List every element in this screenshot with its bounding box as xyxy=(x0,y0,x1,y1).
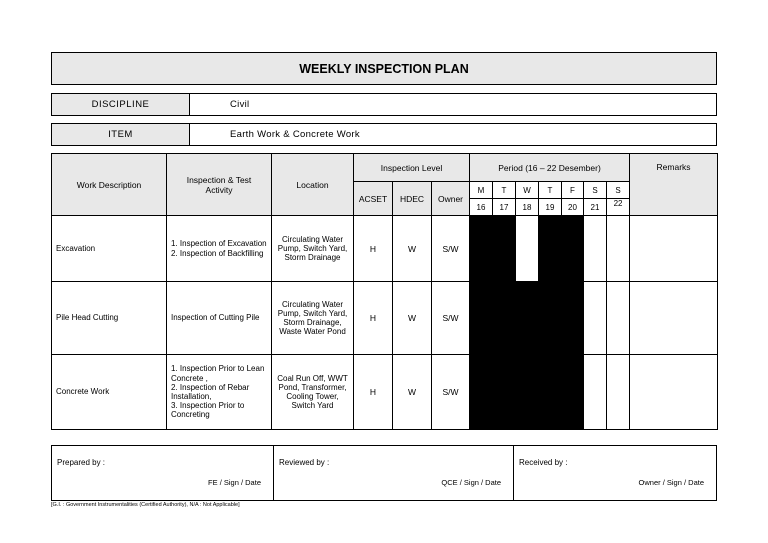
scheduled-day-cell xyxy=(562,282,584,355)
day-cell xyxy=(607,355,630,430)
remarks-cell xyxy=(630,355,718,430)
table-row xyxy=(52,355,718,430)
discipline-label: DISCIPLINE xyxy=(52,94,190,115)
header-level-hdec: HDEC xyxy=(393,182,432,216)
inspection-table xyxy=(51,153,718,430)
activity-cell: 1. Inspection Prior to Lean Concrete , 2. Inspection of Rebar Installation, 3. Inspection Prior to Concreting xyxy=(167,355,272,430)
location-cell: Circulating Water Pump, Switch Yard, Storm Drainage xyxy=(272,216,354,282)
prepared-by-label: Prepared by : xyxy=(57,458,106,467)
signature-section xyxy=(51,445,717,501)
day-cell xyxy=(584,282,607,355)
page-title: WEEKLY INSPECTION PLAN xyxy=(51,52,717,85)
day-letter: T xyxy=(493,182,516,199)
header-level-acset: ACSET xyxy=(354,182,393,216)
scheduled-day-cell xyxy=(516,282,539,355)
scheduled-day-cell xyxy=(470,355,493,430)
day-cell xyxy=(584,355,607,430)
day-letter: T xyxy=(539,182,562,199)
reviewed-by-role: QCE / Sign / Date xyxy=(441,478,501,487)
day-number: 20 xyxy=(562,199,584,216)
day-letter: W xyxy=(516,182,539,199)
remarks-cell xyxy=(630,282,718,355)
acset-level-cell: H xyxy=(354,282,393,355)
scheduled-day-cell xyxy=(470,282,493,355)
remarks-cell xyxy=(630,216,718,282)
day-letter: F xyxy=(562,182,584,199)
header-inspection-level: Inspection Level xyxy=(354,154,470,182)
location-cell: Coal Run Off, WWT Pond, Transformer, Cooling Tower, Switch Yard xyxy=(272,355,354,430)
received-by-box xyxy=(514,446,716,500)
day-number: 18 xyxy=(516,199,539,216)
discipline-value: Civil xyxy=(230,99,250,110)
owner-level-cell: S/W xyxy=(432,282,470,355)
item-value: Earth Work & Concrete Work xyxy=(230,129,360,140)
activity-cell: 1. Inspection of Excavation 2. Inspection of Backfilling xyxy=(167,216,272,282)
day-cell xyxy=(607,282,630,355)
hdec-level-cell: W xyxy=(393,355,432,430)
prepared-by-box xyxy=(52,446,274,500)
discipline-row xyxy=(51,93,717,116)
header-activity: Inspection & Test Activity xyxy=(167,154,272,216)
work-description-cell: Concrete Work xyxy=(52,355,167,430)
scheduled-day-cell xyxy=(470,216,493,282)
acset-level-cell: H xyxy=(354,216,393,282)
scheduled-day-cell xyxy=(516,355,539,430)
scheduled-day-cell xyxy=(493,282,516,355)
acset-level-cell: H xyxy=(354,355,393,430)
header-level-owner: Owner xyxy=(432,182,470,216)
received-by-role: Owner / Sign / Date xyxy=(638,478,704,487)
day-cell xyxy=(607,216,630,282)
hdec-level-cell: W xyxy=(393,216,432,282)
activity-cell: Inspection of Cutting Pile xyxy=(167,282,272,355)
scheduled-day-cell xyxy=(539,216,562,282)
work-description-cell: Excavation xyxy=(52,216,167,282)
reviewed-by-box xyxy=(274,446,514,500)
reviewed-by-label: Reviewed by : xyxy=(279,458,330,467)
scheduled-day-cell xyxy=(539,355,562,430)
hdec-level-cell: W xyxy=(393,282,432,355)
header-work-description: Work Description xyxy=(52,154,167,216)
location-cell: Circulating Water Pump, Switch Yard, Storm Drainage, Waste Water Pond xyxy=(272,282,354,355)
day-number: 22 xyxy=(607,199,630,216)
table-row xyxy=(52,216,718,282)
owner-level-cell: S/W xyxy=(432,355,470,430)
header-remarks: Remarks xyxy=(630,154,718,216)
scheduled-day-cell xyxy=(493,355,516,430)
day-number: 16 xyxy=(470,199,493,216)
prepared-by-role: FE / Sign / Date xyxy=(208,478,261,487)
day-number: 17 xyxy=(493,199,516,216)
day-cell xyxy=(516,216,539,282)
scheduled-day-cell xyxy=(562,216,584,282)
scheduled-day-cell xyxy=(562,355,584,430)
scheduled-day-cell xyxy=(539,282,562,355)
day-number: 19 xyxy=(539,199,562,216)
day-letter: S xyxy=(584,182,607,199)
owner-level-cell: S/W xyxy=(432,216,470,282)
item-label: ITEM xyxy=(52,124,190,145)
day-letter: M xyxy=(470,182,493,199)
header-location: Location xyxy=(272,154,354,216)
work-description-cell: Pile Head Cutting xyxy=(52,282,167,355)
header-period: Period (16 – 22 Desember) xyxy=(470,154,630,182)
received-by-label: Received by : xyxy=(519,458,568,467)
table-row xyxy=(52,282,718,355)
day-cell xyxy=(584,216,607,282)
day-letter: S xyxy=(607,182,630,199)
item-row xyxy=(51,123,717,146)
footnote: [G.I. : Government Instrumentalities (Certified Authority), N/A : Not Applicable] xyxy=(51,502,240,508)
scheduled-day-cell xyxy=(493,216,516,282)
day-number: 21 xyxy=(584,199,607,216)
